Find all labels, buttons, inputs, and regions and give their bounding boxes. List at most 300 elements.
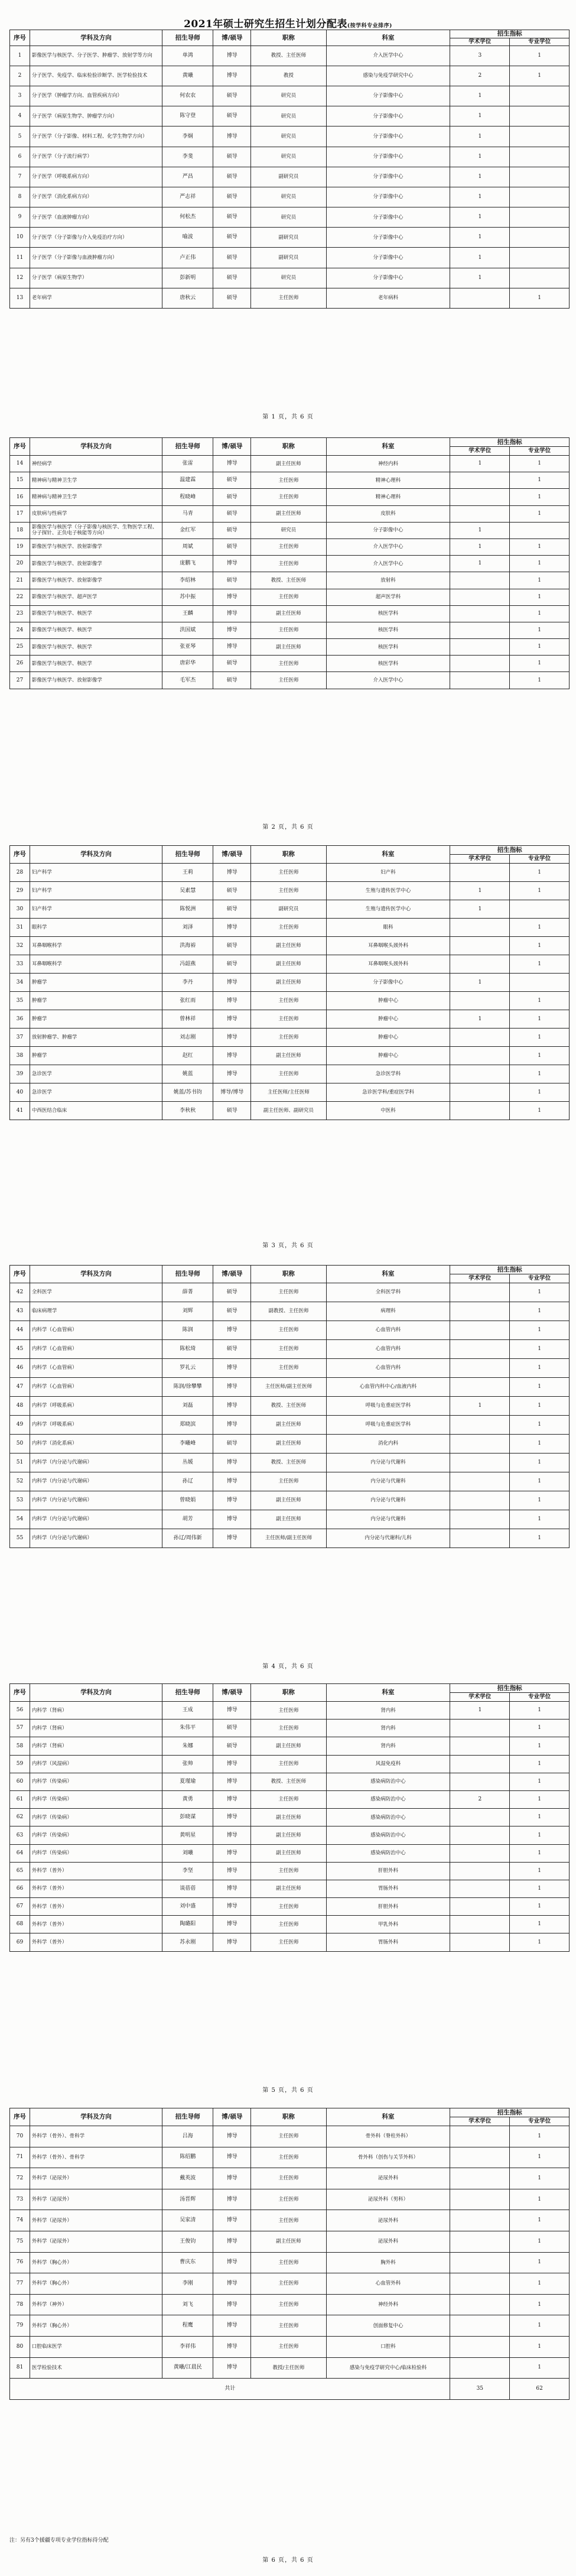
cell-supervisor: 金红军	[162, 522, 213, 538]
cell-dept: 神经内科	[326, 456, 450, 472]
cell-no: 14	[10, 456, 30, 472]
cell-professional: 1	[510, 1283, 570, 1302]
cell-no: 24	[10, 622, 30, 638]
cell-professional	[510, 187, 570, 207]
header-quota: 招生指标	[450, 1266, 570, 1274]
cell-academic: 1	[450, 882, 510, 900]
table-row	[10, 1472, 570, 1491]
table-row	[10, 2189, 570, 2210]
cell-academic	[450, 2126, 510, 2147]
cell-supervisor: 孙辽	[162, 1472, 213, 1491]
cell-academic	[450, 1720, 510, 1737]
cell-direction: 外科学（普外）	[30, 1916, 162, 1933]
cell-professional: 1	[510, 1454, 570, 1472]
table-row	[10, 1720, 570, 1737]
cell-professional: 1	[510, 556, 570, 572]
cell-professional: 1	[510, 1435, 570, 1454]
cell-no: 8	[10, 187, 30, 207]
cell-professional: 1	[510, 2189, 570, 2210]
table-row	[10, 1029, 570, 1047]
cell-rank: 副主任医师	[251, 505, 327, 522]
table-row	[10, 1047, 570, 1065]
cell-professional	[510, 900, 570, 919]
header-row	[10, 846, 570, 855]
cell-academic: 1	[450, 1397, 510, 1416]
cell-type: 硕导	[213, 656, 251, 672]
cell-no: 52	[10, 1472, 30, 1491]
cell-direction: 急诊医学	[30, 1065, 162, 1083]
cell-dept: 核医学科	[326, 639, 450, 656]
cell-type: 硕导	[213, 1435, 251, 1454]
table-row	[10, 2168, 570, 2189]
table-row	[10, 522, 570, 538]
cell-dept: 肿瘤中心	[326, 992, 450, 1010]
cell-direction: 中西医结合临床	[30, 1102, 162, 1120]
cell-no: 49	[10, 1416, 30, 1435]
cell-academic	[450, 1880, 510, 1897]
cell-no: 34	[10, 974, 30, 992]
cell-direction: 内科学（内分泌与代谢病）	[30, 1491, 162, 1510]
cell-no: 10	[10, 228, 30, 248]
cell-type: 硕导	[213, 882, 251, 900]
cell-academic	[450, 955, 510, 974]
cell-academic	[450, 605, 510, 622]
cell-type: 硕导	[213, 1737, 251, 1755]
cell-direction: 肿瘤学	[30, 1010, 162, 1029]
cell-direction: 外科学（泌尿外）	[30, 2231, 162, 2252]
cell-academic	[450, 672, 510, 689]
header-dept: 科室	[326, 846, 450, 864]
cell-academic	[450, 1340, 510, 1359]
table-row	[10, 955, 570, 974]
cell-dept: 感染病防治中心	[326, 1844, 450, 1862]
cell-dept: 肝胆外科	[326, 1898, 450, 1916]
table-row	[10, 1378, 570, 1397]
cell-rank: 主任医师/副主任医师	[251, 1378, 327, 1397]
cell-no: 77	[10, 2273, 30, 2295]
cell-no: 64	[10, 1844, 30, 1862]
cell-dept: 分子影像中心	[326, 147, 450, 167]
cell-dept: 呼吸与危重症医学科	[326, 1416, 450, 1435]
cell-professional: 1	[510, 472, 570, 489]
cell-academic: 1	[450, 268, 510, 288]
cell-type: 博导	[213, 2210, 251, 2231]
header-no: 序号	[10, 1266, 30, 1283]
cell-no: 31	[10, 919, 30, 937]
cell-professional: 1	[510, 66, 570, 86]
cell-dept: 生殖与遗传医学中心	[326, 882, 450, 900]
cell-dept: 介入医学中心	[326, 46, 450, 66]
cell-professional: 1	[510, 2231, 570, 2252]
cell-direction: 内科学（传染病）	[30, 1790, 162, 1808]
cell-dept: 心血管内科	[326, 1359, 450, 1378]
header-direction: 学科及方向	[30, 846, 162, 864]
cell-professional: 1	[510, 1472, 570, 1491]
cell-type: 博导	[213, 1933, 251, 1951]
cell-no: 29	[10, 882, 30, 900]
cell-type: 博导	[213, 1359, 251, 1378]
cell-academic	[450, 1083, 510, 1102]
cell-type: 硕导	[213, 86, 251, 106]
cell-rank: 副主任医师	[251, 2231, 327, 2252]
header-type: 博/硕导	[213, 438, 251, 456]
cell-academic	[450, 1321, 510, 1340]
table-row	[10, 1359, 570, 1378]
cell-no: 63	[10, 1826, 30, 1844]
cell-type: 博导	[213, 1010, 251, 1029]
cell-no: 30	[10, 900, 30, 919]
cell-academic	[450, 622, 510, 638]
header-supervisor: 招生导师	[162, 846, 213, 864]
table-row	[10, 1083, 570, 1102]
cell-professional: 1	[510, 1790, 570, 1808]
cell-professional: 1	[510, 1720, 570, 1737]
header-academic: 学术学位	[450, 447, 510, 456]
cell-type: 博导	[213, 622, 251, 638]
cell-academic	[450, 864, 510, 882]
cell-professional: 1	[510, 1302, 570, 1321]
cell-supervisor: 黄明星	[162, 1826, 213, 1844]
cell-professional: 1	[510, 1397, 570, 1416]
cell-dept: 精神心理科	[326, 472, 450, 489]
table-row	[10, 639, 570, 656]
cell-professional: 1	[510, 1529, 570, 1548]
cell-supervisor: 刘志刚	[162, 1029, 213, 1047]
cell-dept: 泌尿外科（男科）	[326, 2189, 450, 2210]
header-quota: 招生指标	[450, 846, 570, 855]
cell-no: 40	[10, 1083, 30, 1102]
cell-rank: 主任医师	[251, 656, 327, 672]
cell-no: 81	[10, 2357, 30, 2379]
table-row	[10, 1454, 570, 1472]
cell-rank: 副研究员	[251, 228, 327, 248]
cell-type: 硕导	[213, 147, 251, 167]
cell-supervisor: 苏中振	[162, 589, 213, 605]
cell-no: 26	[10, 656, 30, 672]
cell-rank: 主任医师	[251, 2126, 327, 2147]
cell-rank: 副主任医师	[251, 955, 327, 974]
table-row	[10, 1862, 570, 1880]
table-row	[10, 66, 570, 86]
cell-supervisor: 苏永刚	[162, 1933, 213, 1951]
cell-dept: 口腔科	[326, 2336, 450, 2357]
cell-no: 73	[10, 2189, 30, 2210]
cell-direction: 外科学（骨外）、骨科学	[30, 2147, 162, 2168]
cell-academic	[450, 1862, 510, 1880]
table-row	[10, 919, 570, 937]
cell-type: 硕导	[213, 1720, 251, 1737]
table-row	[10, 1737, 570, 1755]
cell-supervisor: 孙辽/周伟新	[162, 1529, 213, 1548]
cell-supervisor: 刘磊	[162, 1397, 213, 1416]
cell-professional: 1	[510, 992, 570, 1010]
cell-professional: 1	[510, 1359, 570, 1378]
cell-direction: 影像医学与核医学（分子影像与核医学、生物医学工程、分子探针、正负电子核能等方向）	[30, 522, 162, 538]
header-rank: 职称	[251, 1684, 327, 1702]
cell-no: 33	[10, 955, 30, 974]
cell-supervisor: 李丹	[162, 974, 213, 992]
cell-direction: 内科学（肾病）	[30, 1702, 162, 1720]
cell-direction: 影像医学与核医学、放射影像学	[30, 556, 162, 572]
cell-supervisor: 黄勇	[162, 1790, 213, 1808]
cell-rank: 教授、主任医师	[251, 1454, 327, 1472]
cell-academic: 1	[450, 900, 510, 919]
total-professional: 62	[510, 2379, 570, 2400]
cell-no: 43	[10, 1302, 30, 1321]
cell-academic	[450, 1102, 510, 1120]
cell-no: 78	[10, 2294, 30, 2315]
cell-academic	[450, 1359, 510, 1378]
cell-academic	[450, 1844, 510, 1862]
header-direction: 学科及方向	[30, 2108, 162, 2126]
cell-rank: 副主任医师	[251, 937, 327, 955]
table-row	[10, 268, 570, 288]
quota-table-page-2	[9, 437, 570, 689]
cell-academic	[450, 1491, 510, 1510]
cell-supervisor: 李炯	[162, 126, 213, 147]
cell-direction: 影像医学与核医学、放射影像学	[30, 572, 162, 589]
cell-no: 16	[10, 489, 30, 505]
cell-direction: 妇产科学	[30, 882, 162, 900]
cell-academic	[450, 1737, 510, 1755]
header-direction: 学科及方向	[30, 1266, 162, 1283]
cell-rank: 主任医师	[251, 1898, 327, 1916]
table-row	[10, 187, 570, 207]
cell-no: 22	[10, 589, 30, 605]
cell-direction: 肿瘤学	[30, 1047, 162, 1065]
cell-professional: 1	[510, 1702, 570, 1720]
table-row	[10, 1880, 570, 1897]
cell-academic: 1	[450, 187, 510, 207]
table-row	[10, 1283, 570, 1302]
cell-direction: 内科学（肾病）	[30, 1720, 162, 1737]
header-rank: 职称	[251, 846, 327, 864]
cell-type: 硕导	[213, 1302, 251, 1321]
cell-dept: 内分泌与代谢科	[326, 1510, 450, 1529]
cell-rank: 主任医师	[251, 472, 327, 489]
header-quota: 招生指标	[450, 1684, 570, 1693]
cell-supervisor: 周斌	[162, 538, 213, 555]
cell-type: 博导	[213, 589, 251, 605]
cell-direction: 影像医学与核医学、超声医学	[30, 589, 162, 605]
cell-type: 博导	[213, 1862, 251, 1880]
cell-academic	[450, 2357, 510, 2379]
cell-academic: 1	[450, 106, 510, 126]
cell-type: 硕导	[213, 106, 251, 126]
cell-supervisor: 李曦峰	[162, 1435, 213, 1454]
table-row	[10, 1302, 570, 1321]
cell-direction: 影像医学与核医学、放射影像学	[30, 538, 162, 555]
table-row	[10, 1510, 570, 1529]
cell-professional	[510, 248, 570, 268]
cell-academic	[450, 288, 510, 308]
cell-direction: 内科学（内分泌与代谢病）	[30, 1510, 162, 1529]
cell-dept: 分子影像中心	[326, 167, 450, 187]
header-type: 博/硕导	[213, 2108, 251, 2126]
cell-direction: 内科学（呼吸系病）	[30, 1397, 162, 1416]
cell-dept: 骨外科（创伤与关节外科）	[326, 2147, 450, 2168]
table-row	[10, 589, 570, 605]
table-row	[10, 1416, 570, 1435]
cell-no: 46	[10, 1359, 30, 1378]
cell-academic	[450, 656, 510, 672]
cell-dept: 内分泌与代谢科	[326, 1491, 450, 1510]
cell-dept: 耳鼻咽喉头颈外科	[326, 955, 450, 974]
cell-rank: 主任医师	[251, 1340, 327, 1359]
cell-no: 1	[10, 46, 30, 66]
cell-no: 25	[10, 639, 30, 656]
cell-professional: 1	[510, 1321, 570, 1340]
cell-direction: 急诊医学	[30, 1083, 162, 1102]
cell-rank: 主任医师	[251, 1916, 327, 1933]
cell-no: 6	[10, 147, 30, 167]
cell-rank: 主任医师	[251, 1862, 327, 1880]
cell-supervisor: 喻波	[162, 228, 213, 248]
cell-direction: 外科学（骨外）、骨科学	[30, 2126, 162, 2147]
cell-direction: 全科医学	[30, 1283, 162, 1302]
cell-rank: 副教授、主任医师	[251, 1302, 327, 1321]
cell-professional: 1	[510, 456, 570, 472]
cell-rank: 主任医师	[251, 489, 327, 505]
cell-supervisor: 李坚	[162, 1862, 213, 1880]
cell-rank: 主任医师	[251, 2147, 327, 2168]
cell-direction: 内科学（内分泌与代谢病）	[30, 1454, 162, 1472]
cell-no: 32	[10, 937, 30, 955]
cell-direction: 精神病与精神卫生学	[30, 472, 162, 489]
header-academic: 学术学位	[450, 855, 510, 864]
cell-no: 53	[10, 1491, 30, 1510]
header-professional: 专业学位	[510, 1274, 570, 1283]
table-row	[10, 1790, 570, 1808]
cell-dept: 内分泌与代谢科	[326, 1454, 450, 1472]
cell-type: 硕导	[213, 268, 251, 288]
table-row	[10, 1898, 570, 1916]
table-row	[10, 937, 570, 955]
cell-rank: 主任医师	[251, 2210, 327, 2231]
cell-supervisor: 严志祥	[162, 187, 213, 207]
table-row	[10, 1916, 570, 1933]
cell-no: 65	[10, 1862, 30, 1880]
cell-professional: 1	[510, 882, 570, 900]
cell-direction: 内科学（传染病）	[30, 1826, 162, 1844]
cell-professional: 1	[510, 1378, 570, 1397]
page-footer: 第 5 页，共 6 页	[262, 2087, 314, 2094]
cell-supervisor: 吴素慧	[162, 882, 213, 900]
cell-academic	[450, 1029, 510, 1047]
cell-supervisor: 温建霖	[162, 472, 213, 489]
cell-direction: 分子医学（分子流行病学）	[30, 147, 162, 167]
cell-type: 博导	[213, 2231, 251, 2252]
cell-rank: 副主任医师	[251, 974, 327, 992]
cell-no: 23	[10, 605, 30, 622]
cell-no: 3	[10, 86, 30, 106]
cell-no: 59	[10, 1755, 30, 1773]
cell-dept: 病理科	[326, 1302, 450, 1321]
cell-no: 11	[10, 248, 30, 268]
cell-dept: 感染与免疫学研究中心/临床检验科	[326, 2357, 450, 2379]
cell-no: 58	[10, 1737, 30, 1755]
cell-academic: 1	[450, 126, 510, 147]
cell-type: 博导	[213, 919, 251, 937]
cell-dept: 肿瘤中心	[326, 1047, 450, 1065]
cell-supervisor: 吕海	[162, 2126, 213, 2147]
header-supervisor: 招生导师	[162, 1684, 213, 1702]
cell-dept: 感染病防治中心	[326, 1790, 450, 1808]
cell-professional: 1	[510, 2126, 570, 2147]
cell-direction: 内科学（心血管病）	[30, 1378, 162, 1397]
cell-dept: 内分泌与代谢科/儿科	[326, 1529, 450, 1548]
cell-type: 博导	[213, 974, 251, 992]
cell-no: 27	[10, 672, 30, 689]
cell-dept: 胃肠外科	[326, 1933, 450, 1951]
cell-no: 72	[10, 2168, 30, 2189]
cell-rank: 主任医师	[251, 1702, 327, 1720]
cell-dept: 骨外科（脊柱外科）	[326, 2126, 450, 2147]
cell-rank: 研究员	[251, 207, 327, 228]
cell-supervisor: 陈绍鹏	[162, 2147, 213, 2168]
cell-academic	[450, 1472, 510, 1491]
cell-direction: 分子医学（分子影像与血液肿瘤方向）	[30, 248, 162, 268]
cell-dept: 分子影像中心	[326, 248, 450, 268]
cell-rank: 主任医师	[251, 1029, 327, 1047]
cell-no: 18	[10, 522, 30, 538]
header-academic: 学术学位	[450, 38, 510, 46]
table-row	[10, 1826, 570, 1844]
cell-no: 2	[10, 66, 30, 86]
cell-direction: 外科学（泌尿外）	[30, 2189, 162, 2210]
cell-supervisor: 薛菁	[162, 1283, 213, 1302]
cell-rank: 主任医师	[251, 2168, 327, 2189]
cell-professional: 1	[510, 1340, 570, 1359]
cell-supervisor: 刘辉	[162, 1302, 213, 1321]
table-row	[10, 288, 570, 308]
cell-dept: 老年病科	[326, 288, 450, 308]
cell-direction: 分子医学（肿瘤学方向、血管疾病方向）	[30, 86, 162, 106]
cell-rank: 研究员	[251, 86, 327, 106]
cell-academic	[450, 1065, 510, 1083]
cell-type: 博导	[213, 66, 251, 86]
header-no: 序号	[10, 438, 30, 456]
cell-no: 61	[10, 1790, 30, 1808]
cell-type: 硕导	[213, 572, 251, 589]
cell-no: 12	[10, 268, 30, 288]
cell-direction: 口腔临床医学	[30, 2336, 162, 2357]
cell-rank: 主任医师	[251, 2315, 327, 2337]
cell-professional: 1	[510, 1510, 570, 1529]
cell-professional: 1	[510, 2294, 570, 2315]
total-academic: 35	[450, 2379, 510, 2400]
cell-type: 硕导	[213, 1340, 251, 1359]
cell-direction: 皮肤病与性病学	[30, 505, 162, 522]
table-row	[10, 248, 570, 268]
cell-academic: 1	[450, 147, 510, 167]
cell-supervisor: 洪海裕	[162, 937, 213, 955]
cell-rank: 主任医师	[251, 556, 327, 572]
header-row	[10, 1684, 570, 1693]
cell-type: 博导	[213, 2294, 251, 2315]
cell-dept: 放射科	[326, 572, 450, 589]
cell-supervisor: 朱伟平	[162, 1720, 213, 1737]
cell-rank: 主任医师	[251, 2294, 327, 2315]
cell-academic	[450, 2252, 510, 2273]
cell-no: 35	[10, 992, 30, 1010]
cell-type: 博导	[213, 1047, 251, 1065]
cell-supervisor: 姚蓝	[162, 1065, 213, 1083]
cell-type: 博导	[213, 1321, 251, 1340]
table-row	[10, 456, 570, 472]
cell-professional: 1	[510, 1737, 570, 1755]
cell-type: 博导/博导	[213, 1083, 251, 1102]
